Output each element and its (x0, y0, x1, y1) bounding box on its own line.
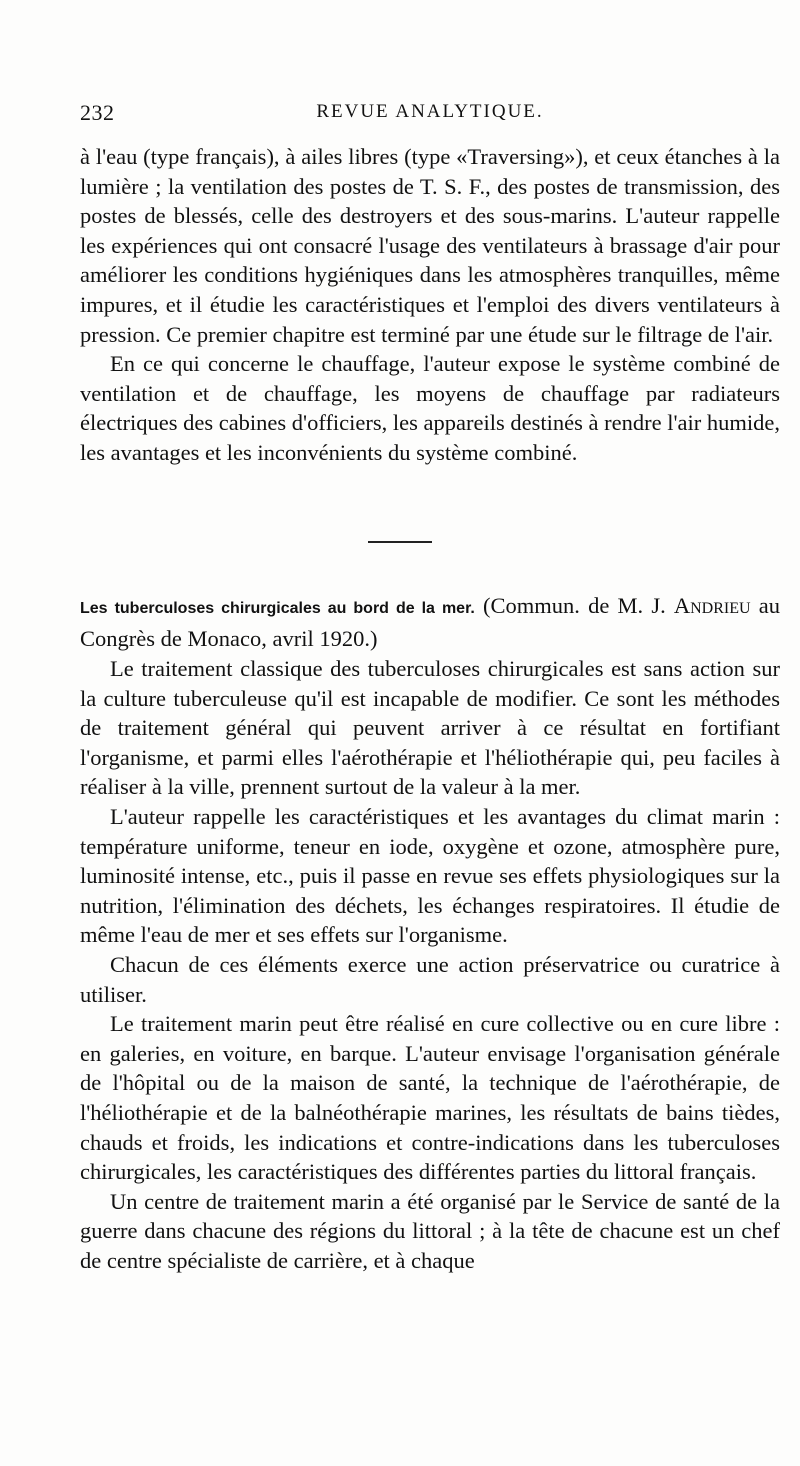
paragraph: Le traitement classique des tuberculoses chirurgicales est sans action sur la culture tuberculeuse qu'il est incapable de modifier. Ce sont les méthodes de traitement général qui peuvent arriver à ce résultat en fortifiant l'organisme, et parmi elles l'aérothérapie et l'héliothérapie qui, peu faciles à réaliser à la ville, prennent surtout de la valeur à la mer. (80, 656, 780, 800)
article-heading (80, 591, 780, 653)
paragraph: à l'eau (type français), à ailes libres (type «Traversing»), et ceux étanches à la lumière ; la ventilation des postes de T. S. F., des postes de transmission, des postes de blessés, celle des destroyers et des sous-marins. L'auteur rappelle les expériences qui ont consacré l'usage des ventilateurs à brassage d'air pour améliorer les conditions hygiéniques dans les atmosphères tranquilles, même impures, et il étudie les caractéristiques et l'emploi des divers ventilateurs à pression. Ce premier chapitre est terminé par une étude sur le filtrage de l'air. (80, 144, 780, 347)
article-title-line (80, 591, 780, 653)
paragraph: Le traitement marin peut être réalisé en cure collective ou en cure libre : en galeries, en voiture, en barque. L'auteur envisage l'organisation générale de l'hôpital ou de la maison de santé, la technique de l'aérothérapie, de l'héliothérapie et de la balnéothérapie marines, les résultats de bains tièdes, chauds et froids, les indications et contre-indications dans les tuberculoses chirurgicales, les caractéristiques des différentes parties du littoral français. (80, 1011, 780, 1185)
paragraph: L'auteur rappelle les caractéristiques et les avantages du climat marin : température uniforme, teneur en iode, oxygène et ozone, atmosphère pure, luminosité intense, etc., puis il passe en revue ses effets physiologiques sur la nutrition, l'élimination des déchets, les échanges respiratoires. Il étudie de même l'eau de mer et ses effets sur l'organisme. (80, 803, 780, 948)
page-number: 232 (80, 100, 115, 125)
paragraph: En ce qui concerne le chauffage, l'auteur expose le système combiné de ventilation et de chauffage, les moyens de chauffage par radiateurs électriques des cabines d'officiers, les appareils destinés à rendre l'air humide, les avantages et les inconvénients du système combiné. (80, 351, 780, 465)
article-body (80, 654, 780, 1275)
page-header (80, 100, 780, 130)
paragraph: Chacun de ces éléments exerce une action préservatrice ou curatrice à utiliser. (80, 951, 780, 1007)
continued-section (80, 142, 780, 468)
section-divider (368, 541, 432, 543)
paragraph: Un centre de traitement marin a été organisé par le Service de santé de la guerre dans chacune des régions du littoral ; à la tête de chacune est un chef de centre spécialiste de carrière, et à chaque (80, 1188, 780, 1273)
running-head: REVUE ANALYTIQUE. (316, 101, 544, 122)
article-reference-before: (Commun. de M. J. (474, 593, 674, 618)
article-title: Les tuberculoses chirurgicales au bord de la mer. (80, 600, 475, 617)
article-reference-after: au Congrès de Monaco, avril 1920.) (80, 593, 780, 651)
article-author: Andrieu (673, 593, 751, 618)
